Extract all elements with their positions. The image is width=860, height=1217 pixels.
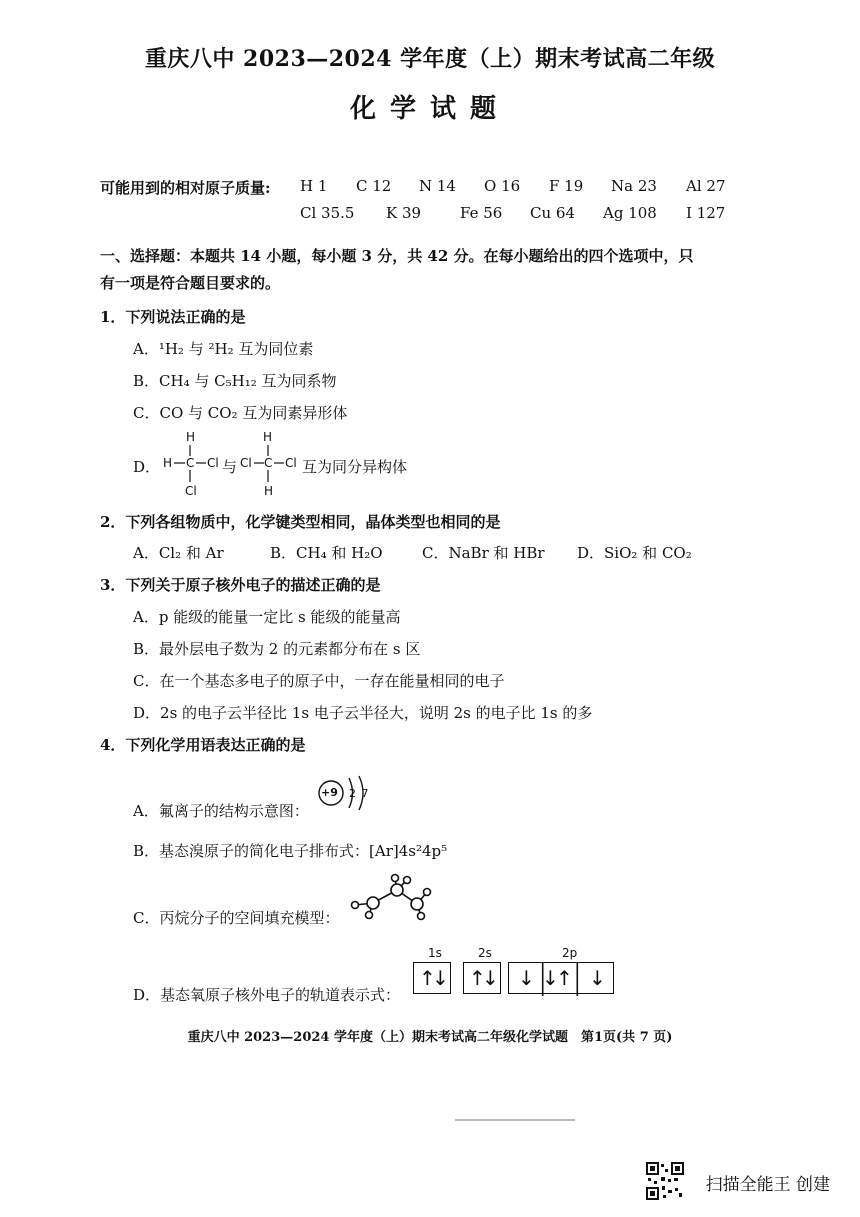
mass-item: Na 23 <box>611 177 657 195</box>
mass-item: H 1 <box>300 177 328 195</box>
mass-item: Ag 108 <box>603 204 657 222</box>
orbital-label-1s: 1s <box>428 946 442 960</box>
mass-item: Fe 56 <box>460 204 503 222</box>
mass-item: Al 27 <box>686 177 726 195</box>
atom-cl: Cl <box>240 456 252 470</box>
q1-option-d-prefix: D． <box>133 458 161 476</box>
atom-cl: Cl <box>285 456 297 470</box>
page-footer: 重庆八中 2023—2024 学年度（上）期末考试高二年级化学试题 第1页(共 7 页) <box>187 1030 673 1045</box>
qr-code-icon <box>646 1162 684 1200</box>
mass-item: N 14 <box>419 177 456 195</box>
q1-option-c: C．CO 与 CO₂ 互为同素异形体 <box>133 404 348 422</box>
orbital-box-2s <box>463 962 501 994</box>
atom-c: C <box>186 456 195 470</box>
atom-h: H <box>264 484 274 498</box>
arrow-down-icon: ↓ <box>482 966 499 990</box>
arrow-down-icon: ↓ <box>542 966 559 990</box>
bonds <box>160 440 230 490</box>
orbital-dividers <box>508 962 612 996</box>
orbital-box-1s <box>413 962 451 994</box>
subject-title: 化学试题 <box>349 94 510 124</box>
q3-option-c: C．在一个基态多电子的原子中，一存在能量相同的电子 <box>133 672 505 690</box>
arrow-down-icon: ↓ <box>518 966 535 990</box>
scan-artifact <box>455 1119 575 1121</box>
q4-option-c: C．丙烷分子的空间填充模型： <box>133 909 340 927</box>
atom-c: C <box>264 456 273 470</box>
exam-title: 重庆八中 2023—2024 学年度（上）期末考试高二年级 <box>144 46 716 72</box>
q4-option-b: B．基态溴原子的简化电子排布式：[Ar]4s²4p⁵ <box>133 842 448 860</box>
mass-item: I 127 <box>686 204 726 222</box>
mass-item: Cu 64 <box>530 204 575 222</box>
q2-option-b: B．CH₄ 和 H₂O <box>270 544 383 562</box>
mass-item: K 39 <box>386 204 422 222</box>
q2-option-a: A．Cl₂ 和 Ar <box>133 544 224 562</box>
mass-item: O 16 <box>484 177 521 195</box>
arrow-down-icon: ↓ <box>589 966 606 990</box>
q3-stem: 3．下列关于原子核外电子的描述正确的是 <box>100 576 381 594</box>
atom-cl: Cl <box>207 456 219 470</box>
mass-item: F 19 <box>549 177 584 195</box>
q2-stem: 2．下列各组物质中，化学键类型相同，晶体类型也相同的是 <box>100 513 501 531</box>
section-instructions-line1: 一、选择题：本题共 14 小题，每小题 3 分，共 42 分。在每小题给出的四个选项中，只 <box>100 247 694 265</box>
atom-h: H <box>163 456 173 470</box>
nucleus-charge: +9 <box>321 786 338 799</box>
orbital-label-2p: 2p <box>562 946 578 960</box>
arrow-up-icon: ↑ <box>419 966 436 990</box>
q2-option-d: D．SiO₂ 和 CO₂ <box>577 544 692 562</box>
q4-option-d: D．基态氧原子核外电子的轨道表示式： <box>133 986 401 1004</box>
shell-electrons: 2 7 <box>349 787 370 800</box>
atom-h: H <box>263 430 273 444</box>
mass-item: C 12 <box>356 177 392 195</box>
q1-option-b: B．CH₄ 与 C₅H₁₂ 互为同系物 <box>133 372 337 390</box>
q1-stem: 1．下列说法正确的是 <box>100 308 246 326</box>
section-instructions-line2: 有一项是符合题目要求的。 <box>100 274 281 292</box>
arrow-up-icon: ↑ <box>469 966 486 990</box>
bonds <box>240 440 310 490</box>
atom-h: H <box>186 430 196 444</box>
orbital-label-2s: 2s <box>478 946 492 960</box>
atomic-masses-label: 可能用到的相对原子质量: <box>100 179 271 197</box>
q3-option-d: D．2s 的电子云半径比 1s 电子云半径大，说明 2s 的电子比 1s 的多 <box>133 704 593 722</box>
q1-option-a: A．¹H₂ 与 ²H₂ 互为同位素 <box>133 340 314 358</box>
q4-option-a: A．氟离子的结构示意图： <box>133 802 309 820</box>
propane-space-filling-model <box>345 870 435 922</box>
q1-option-d-mid: 与 <box>222 458 238 476</box>
atom-cl: Cl <box>185 484 197 498</box>
scanner-watermark: 扫描全能王 创建 <box>705 1175 830 1195</box>
q2-option-c: C．NaBr 和 HBr <box>422 544 545 562</box>
arrow-up-icon: ↑ <box>556 966 573 990</box>
q4-stem: 4．下列化学用语表达正确的是 <box>100 736 306 754</box>
q1-option-d-suffix: 互为同分异构体 <box>302 458 408 476</box>
q3-option-a: A．p 能级的能量一定比 s 能级的能量高 <box>133 608 401 626</box>
arrow-down-icon: ↓ <box>432 966 449 990</box>
mass-item: Cl 35.5 <box>300 204 355 222</box>
q3-option-b: B．最外层电子数为 2 的元素都分布在 s 区 <box>133 640 421 658</box>
